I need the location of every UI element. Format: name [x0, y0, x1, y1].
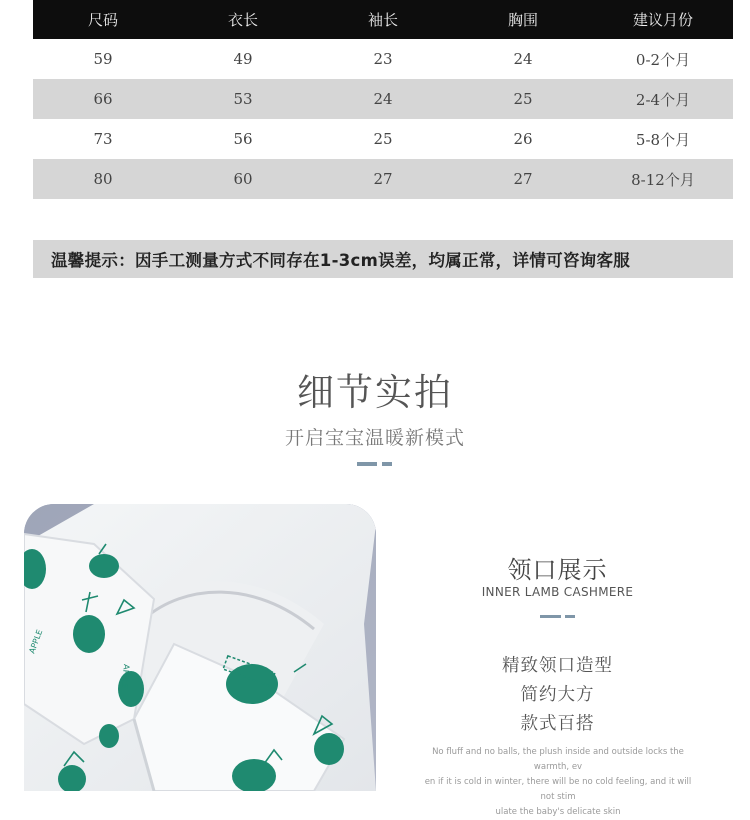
table-cell: 2-4个月 [635, 90, 691, 109]
table-row [33, 159, 733, 199]
description-line: ulate the baby's delicate skin [495, 807, 621, 817]
section-divider [382, 462, 392, 466]
table-cell: 53 [233, 90, 253, 108]
detail-divider [565, 615, 575, 618]
table-cell: 80 [93, 170, 113, 188]
size-table [33, 0, 733, 199]
table-cell: 0-2个月 [635, 50, 691, 69]
detail-description [422, 745, 694, 820]
table-cell: 25 [373, 130, 393, 148]
table-cell: 23 [373, 50, 393, 68]
detail-title: 领口展示 [507, 556, 608, 584]
table-cell: 26 [513, 130, 533, 148]
detail-divider [540, 615, 561, 618]
table-row [33, 119, 733, 159]
measurement-notice [33, 240, 733, 278]
table-cell: 59 [93, 50, 113, 68]
table-cell: 66 [93, 90, 113, 108]
header-cell: 袖长 [367, 11, 398, 29]
table-cell: 60 [233, 170, 253, 188]
table-cell: 25 [513, 90, 533, 108]
table-cell: 56 [233, 130, 253, 148]
table-cell: 49 [233, 50, 253, 68]
table-row [33, 79, 733, 119]
collar-photo [24, 504, 376, 791]
table-cell: 5-8个月 [635, 130, 691, 149]
table-cell: 24 [513, 50, 533, 68]
table-cell: 24 [373, 90, 393, 108]
notice-text: 温馨提示：因手工测量方式不同存在1-3cm误差，均属正常，详情可咨询客服 [51, 251, 631, 270]
description-line: en if it is cold in winter, there will be no cold feeling, and it will not stim [424, 777, 692, 802]
feature-line: 款式百搭 [520, 714, 595, 734]
table-cell: 27 [513, 170, 533, 188]
detail-subtitle-en: INNER LAMB CASHMERE [481, 585, 634, 599]
feature-line: 精致领口造型 [502, 656, 613, 676]
table-cell: 8-12个月 [631, 170, 695, 189]
header-cell: 尺码 [87, 11, 118, 29]
apple-print-label: APPLE [119, 663, 131, 690]
size-table-header [33, 0, 733, 39]
table-cell: 27 [373, 170, 393, 188]
section-divider [357, 462, 377, 466]
table-row [33, 39, 733, 79]
feature-line: 简约大方 [520, 685, 595, 705]
section-subtitle: 开启宝宝温暖新模式 [284, 427, 465, 449]
description-line: No fluff and no balls, the plush inside and outside locks the warmth, ev [432, 747, 684, 772]
header-cell: 建议月份 [632, 11, 693, 29]
section-title: 细节实拍 [297, 371, 453, 414]
collar-illustration [24, 504, 376, 791]
table-cell: 73 [93, 130, 113, 148]
header-cell: 衣长 [227, 11, 258, 29]
apple-print-label: APPLE [27, 628, 45, 655]
header-cell: 胸围 [507, 11, 538, 29]
